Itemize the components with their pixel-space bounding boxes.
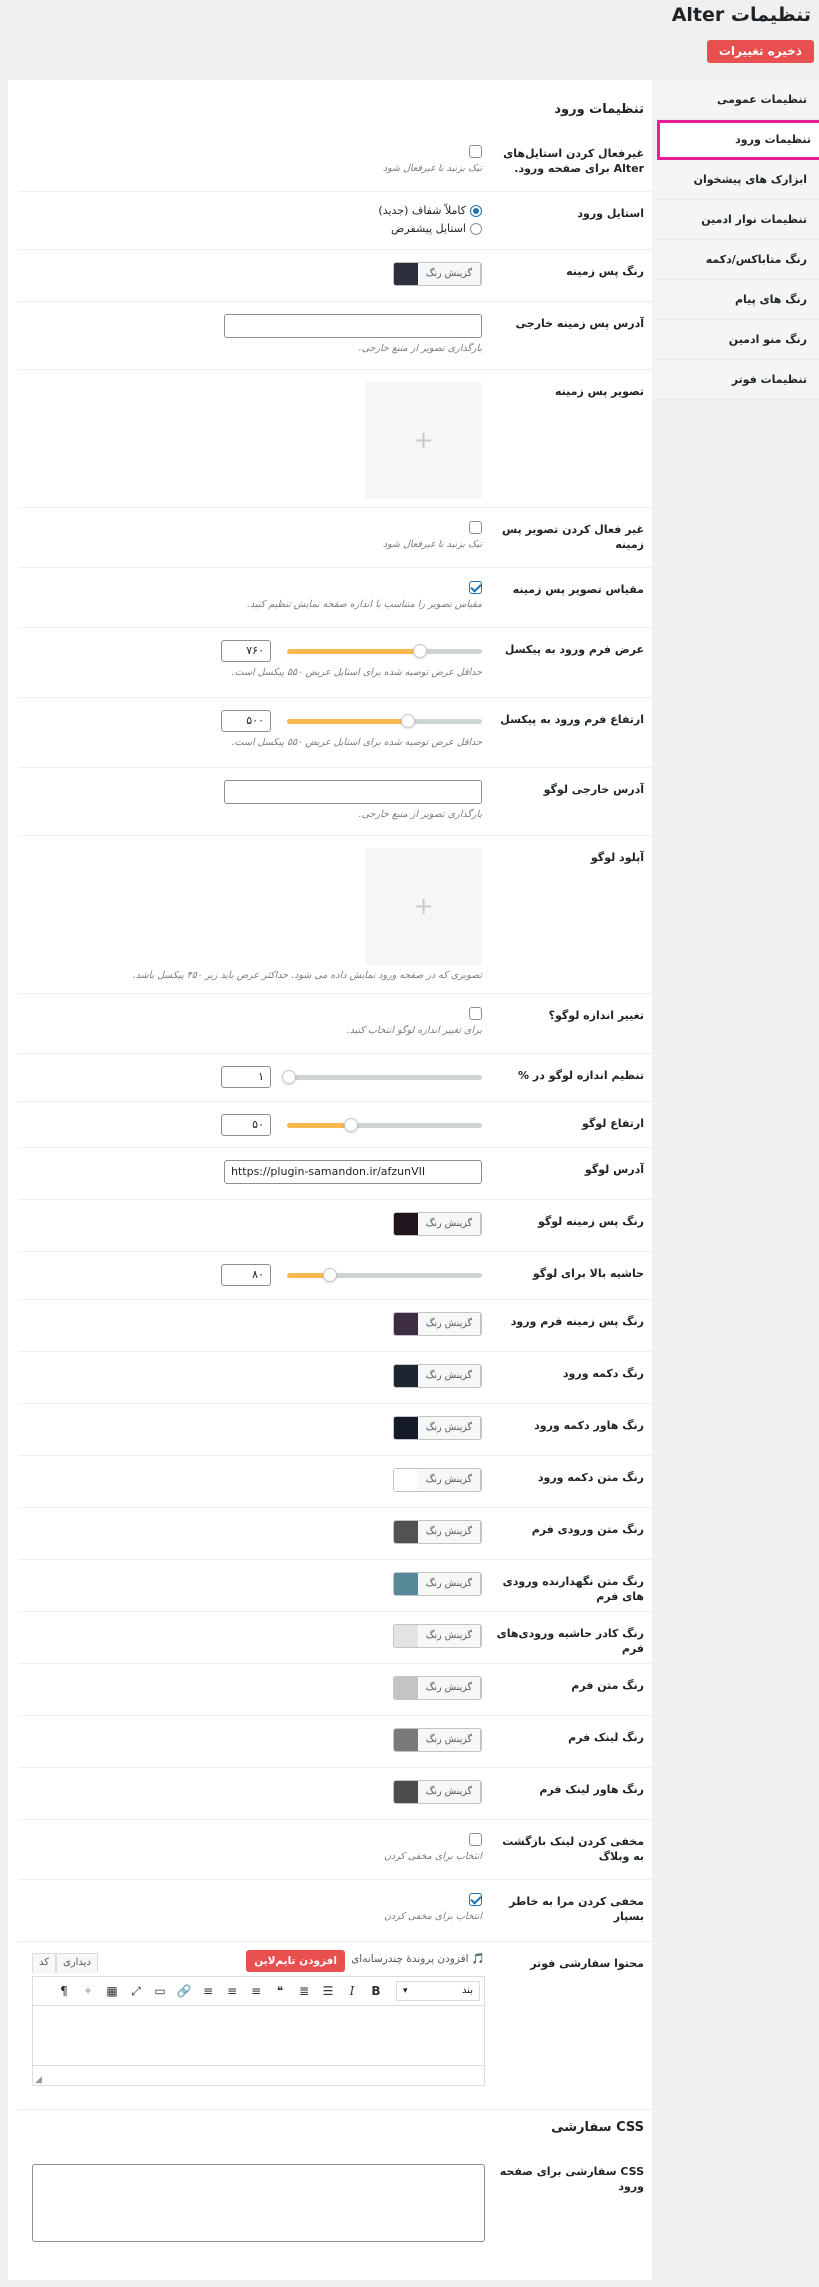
desc-disable-bg-image: تیک بزنید تا غیرفعال شود <box>382 538 482 550</box>
row-logo-link <box>18 1148 652 1200</box>
btn-color-picker[interactable]: گزینش رنگ <box>393 1364 482 1388</box>
bg-image-upload[interactable] <box>365 382 482 499</box>
input-border-color-picker[interactable]: گزینش رنگ <box>393 1624 482 1648</box>
label-hide-remember: مخفی کردن مرا به خاطر بسپار <box>509 1895 644 1923</box>
radio-option-default[interactable]: استایل پیشفرض <box>32 222 482 235</box>
label-btn-text-color: رنگ متن دکمه ورود <box>537 1471 644 1484</box>
label-bg-color: رنگ پس زمینه <box>566 265 644 278</box>
row-placeholder-color <box>18 1560 652 1612</box>
sidebar-item-metabox-button-color[interactable]: رنگ متاباکس/دکمه <box>653 240 819 280</box>
tab-code[interactable]: کد <box>32 1953 56 1973</box>
label-input-text-color: رنگ متن ورودی فرم <box>531 1523 644 1536</box>
row-logo-height <box>18 1102 652 1148</box>
label-logo-upload: آپلود لوگو <box>590 851 644 864</box>
label-form-width: عرض فرم ورود به پیکسل <box>504 643 644 656</box>
media-icon: 🎵 <box>468 1953 485 1965</box>
row-hide-remember <box>18 1880 652 1942</box>
row-bg-url <box>18 302 652 370</box>
row-disable-bg-image <box>18 508 652 568</box>
placeholder-color-swatch <box>394 1573 418 1595</box>
slider-handle[interactable] <box>413 644 427 658</box>
label-login-style: استایل ورود <box>577 207 644 220</box>
sidebar-item-login[interactable]: تنظیمات ورود <box>657 120 819 160</box>
input-text-color-picker[interactable]: گزینش رنگ <box>393 1520 482 1544</box>
logo-url-input[interactable] <box>224 780 482 804</box>
row-form-height <box>18 698 652 768</box>
read-more-icon[interactable]: ▭ <box>154 1984 166 1998</box>
row-logo-top-margin <box>18 1252 652 1300</box>
disable-bg-image-checkbox[interactable] <box>469 521 482 534</box>
input-text-color-swatch <box>394 1521 418 1543</box>
form-bg-color-picker[interactable]: گزینش رنگ <box>393 1312 482 1336</box>
desc-logo-url: بارگذاری تصویر از منبع خارجی. <box>358 809 482 820</box>
page-title: تنظیمات Alter <box>671 4 811 26</box>
desc-disable-styles: تیک بزنید تا غیرفعال شود <box>382 162 482 174</box>
label-disable-bg-image: غیر فعال کردن تصویر پس زمینه <box>501 523 644 551</box>
desc-bg-url: بارگذاری تصویر از منبع خارجی. <box>358 343 482 354</box>
row-form-link-color <box>18 1716 652 1768</box>
logo-bg-color-swatch <box>394 1213 418 1235</box>
fullscreen-icon[interactable]: ⤢ <box>131 1983 141 1998</box>
logo-size-slider[interactable] <box>287 1075 482 1080</box>
form-text-color-picker[interactable]: گزینش رنگ <box>393 1676 482 1700</box>
bg-color-swatch <box>394 263 418 285</box>
sidebar-item-admin-bar[interactable]: تنظیمات نوار ادمین <box>653 200 819 240</box>
section-title-css: CSS سفارشی <box>551 2120 644 2135</box>
desc-bg-scale: مقیاس تصویر را متناسب با اندازه صفحه نمایش تنظیم کنید. <box>247 598 482 610</box>
align-left-icon[interactable]: ≡ <box>250 1984 262 1998</box>
logo-resize-checkbox[interactable] <box>469 1007 482 1020</box>
form-bg-color-swatch <box>394 1313 418 1335</box>
form-height-slider[interactable] <box>287 719 482 724</box>
label-form-bg-color: رنگ پس زمینه فرم ورود <box>510 1315 644 1328</box>
logo-height-number[interactable]: ۵۰ <box>221 1114 271 1136</box>
btn-text-color-picker[interactable]: گزینش رنگ <box>393 1468 482 1492</box>
row-login-css <box>18 2150 652 2270</box>
disable-styles-checkbox[interactable] <box>469 145 482 158</box>
label-disable-styles: غیرفعال کردن استایل‌های Alter برای صفحه ورود. <box>503 147 644 175</box>
tab-visual[interactable]: دیداری <box>56 1953 98 1973</box>
format-select[interactable]: بند ▾ <box>396 1981 480 2001</box>
radio-transparent[interactable] <box>470 205 482 217</box>
footer-content-editor <box>32 1950 485 2086</box>
logo-height-slider[interactable] <box>287 1123 482 1128</box>
row-footer-content <box>18 1942 652 2110</box>
editor-status-bar <box>32 2066 485 2086</box>
sidebar-item-footer[interactable]: تنظیمات فوتر <box>653 360 819 400</box>
logo-top-margin-slider[interactable] <box>287 1273 482 1278</box>
label-logo-resize: تغییر اندازه لوگو؟ <box>548 1009 644 1022</box>
label-bg-scale: مقیاس تصویر پس زمینه <box>512 583 644 596</box>
logo-upload[interactable] <box>365 848 482 965</box>
hide-back-link-checkbox[interactable] <box>469 1833 482 1846</box>
row-form-bg-color <box>18 1300 652 1352</box>
desc-hide-remember: انتخاب برای مخفی کردن <box>383 1910 482 1922</box>
radio-default[interactable] <box>470 223 482 235</box>
form-height-number[interactable]: ۵۰۰ <box>221 710 271 732</box>
align-right-icon[interactable]: ≡ <box>202 1984 214 1998</box>
bg-color-picker[interactable]: گزینش رنگ <box>393 262 482 286</box>
label-logo-height: ارتفاع لوگو <box>582 1117 644 1130</box>
label-login-css: CSS سفارشی برای صفحه ورود <box>499 2165 644 2193</box>
desc-logo-resize: برای تغییر اندازه لوگو انتخاب کنید. <box>346 1024 482 1036</box>
row-hide-back-link <box>18 1820 652 1880</box>
hide-remember-checkbox[interactable] <box>469 1893 482 1906</box>
login-css-textarea[interactable] <box>32 2164 485 2242</box>
blockquote-icon[interactable]: ❝ <box>276 1984 284 1998</box>
label-logo-bg-color: رنگ پس زمینه لوگو <box>537 1215 644 1228</box>
row-disable-styles <box>18 132 652 192</box>
sidebar-item-dashboard-widgets[interactable]: ابزارک های پیشخوان <box>653 160 819 200</box>
row-input-text-color <box>18 1508 652 1560</box>
form-text-color-swatch <box>394 1677 418 1699</box>
label-bg-image: تصویر پس زمینه <box>555 385 644 398</box>
row-bg-scale <box>18 568 652 628</box>
slider-handle[interactable] <box>282 1070 296 1084</box>
row-input-border-color <box>18 1612 652 1664</box>
sidebar-item-general[interactable]: تنظیمات عمومی <box>653 80 819 120</box>
btn-text-color-swatch <box>394 1469 418 1491</box>
align-center-icon[interactable]: ≡ <box>226 1984 238 1998</box>
desc-logo-upload: تصویری که در صفحه ورود نمایش داده می شود. حداکثر عرض باید زیر ۴۵۰ پیکسل باشد. <box>132 970 482 981</box>
row-logo-bg-color <box>18 1200 652 1252</box>
form-link-hover-color-swatch <box>394 1781 418 1803</box>
logo-size-number[interactable]: ۱ <box>221 1066 271 1088</box>
label-btn-color: رنگ دکمه ورود <box>562 1367 644 1380</box>
dropcap-icon[interactable]: ✦ <box>82 1984 94 1998</box>
label-bg-url: آدرس پس زمینه خارجی <box>515 317 644 330</box>
label-footer-content: محتوا سفارشی فوتر <box>530 1957 644 1970</box>
row-logo-size <box>18 1054 652 1102</box>
row-bg-color <box>18 250 652 302</box>
bullet-list-icon[interactable]: ☰ <box>322 1984 334 1998</box>
sidebar-item-message-colors[interactable]: رنگ های پیام <box>653 280 819 320</box>
form-link-color-picker[interactable]: گزینش رنگ <box>393 1728 482 1752</box>
label-form-text-color: رنگ متن فرم <box>571 1679 644 1692</box>
link-icon[interactable]: 🔗 <box>176 1984 192 1998</box>
label-hide-back-link: مخفی کردن لینک بازگشت به وبلاگ <box>502 1835 644 1863</box>
section-title-login: تنظیمات ورود <box>554 102 644 117</box>
label-btn-hover-color: رنگ هاور دکمه ورود <box>534 1419 644 1432</box>
label-form-link-hover-color: رنگ هاور لینک فرم <box>539 1783 644 1796</box>
slider-handle[interactable] <box>344 1118 358 1132</box>
desc-form-width: حداقل عرض توصیه شده برای استایل عریض ۵۵۰ پیکسل است. <box>231 667 482 678</box>
toolbar-toggle-icon[interactable]: ▦ <box>106 1984 118 1998</box>
form-link-hover-color-picker[interactable]: گزینش رنگ <box>393 1780 482 1804</box>
form-width-slider[interactable] <box>287 649 482 654</box>
sidebar-item-admin-menu-color[interactable]: رنگ منو ادمین <box>653 320 819 360</box>
row-form-link-hover-color <box>18 1768 652 1820</box>
label-input-border-color: رنگ کادر حاشیه ورودی‌های فرم <box>496 1627 644 1655</box>
italic-icon[interactable]: I <box>349 1984 355 1998</box>
plus-icon: + <box>413 892 434 920</box>
logo-bg-color-picker[interactable]: گزینش رنگ <box>393 1212 482 1236</box>
label-logo-link: آدرس لوگو <box>584 1163 644 1176</box>
btn-hover-color-swatch <box>394 1417 418 1439</box>
settings-sidebar <box>653 80 819 400</box>
save-changes-button[interactable]: ذخیره تغییرات <box>707 40 814 63</box>
form-width-number[interactable]: ۷۶۰ <box>221 640 271 662</box>
row-form-width <box>18 628 652 698</box>
placeholder-color-picker[interactable]: گزینش رنگ <box>393 1572 482 1596</box>
label-logo-top-margin: حاشیه بالا برای لوگو <box>532 1267 644 1280</box>
add-timeline-button[interactable]: افزودن تایم‌لاین <box>246 1950 345 1972</box>
row-bg-image <box>18 370 652 508</box>
row-btn-color <box>18 1352 652 1404</box>
settings-panel <box>8 80 652 2280</box>
row-logo-url <box>18 768 652 836</box>
paragraph-icon[interactable]: ¶ <box>60 1984 68 1998</box>
label-logo-url: آدرس خارجی لوگو <box>543 783 644 796</box>
row-login-style <box>18 192 652 250</box>
logo-top-margin-number[interactable]: ۸۰ <box>221 1264 271 1286</box>
bg-scale-checkbox[interactable] <box>469 581 482 594</box>
row-logo-upload <box>18 836 652 994</box>
label-placeholder-color: رنگ متن نگهدارنده ورودی های فرم <box>502 1575 644 1603</box>
editor-toolbar <box>32 1976 485 2006</box>
label-form-link-color: رنگ لینک فرم <box>568 1731 644 1744</box>
row-btn-hover-color <box>18 1404 652 1456</box>
add-media-button[interactable]: 🎵 افزودن پروندهٔ چندرسانه‌ای <box>351 1953 485 1965</box>
numbered-list-icon[interactable]: ≣ <box>298 1984 310 1998</box>
row-logo-resize <box>18 994 652 1054</box>
label-logo-size: تنظیم اندازه لوگو در % <box>518 1069 644 1082</box>
row-btn-text-color <box>18 1456 652 1508</box>
slider-handle[interactable] <box>401 714 415 728</box>
slider-handle[interactable] <box>323 1268 337 1282</box>
radio-option-transparent[interactable]: کاملاً شفاف (جدید) <box>32 204 482 217</box>
btn-color-swatch <box>394 1365 418 1387</box>
desc-form-height: حداقل عرض توصیه شده برای استایل عریض ۵۵۰ پیکسل است. <box>231 737 482 748</box>
desc-hide-back-link: انتخاب برای مخفی کردن <box>383 1850 482 1862</box>
btn-hover-color-picker[interactable]: گزینش رنگ <box>393 1416 482 1440</box>
logo-link-input[interactable]: https://plugin-samandon.ir/afzunVII <box>224 1160 482 1184</box>
bg-url-input[interactable] <box>224 314 482 338</box>
editor-content-area[interactable] <box>32 2006 485 2066</box>
bold-icon[interactable]: B <box>371 1984 381 1998</box>
input-border-color-swatch <box>394 1625 418 1647</box>
label-form-height: ارتفاع فرم ورود به پیکسل <box>500 713 644 726</box>
row-form-text-color <box>18 1664 652 1716</box>
plus-icon: + <box>413 426 434 454</box>
form-link-color-swatch <box>394 1729 418 1751</box>
